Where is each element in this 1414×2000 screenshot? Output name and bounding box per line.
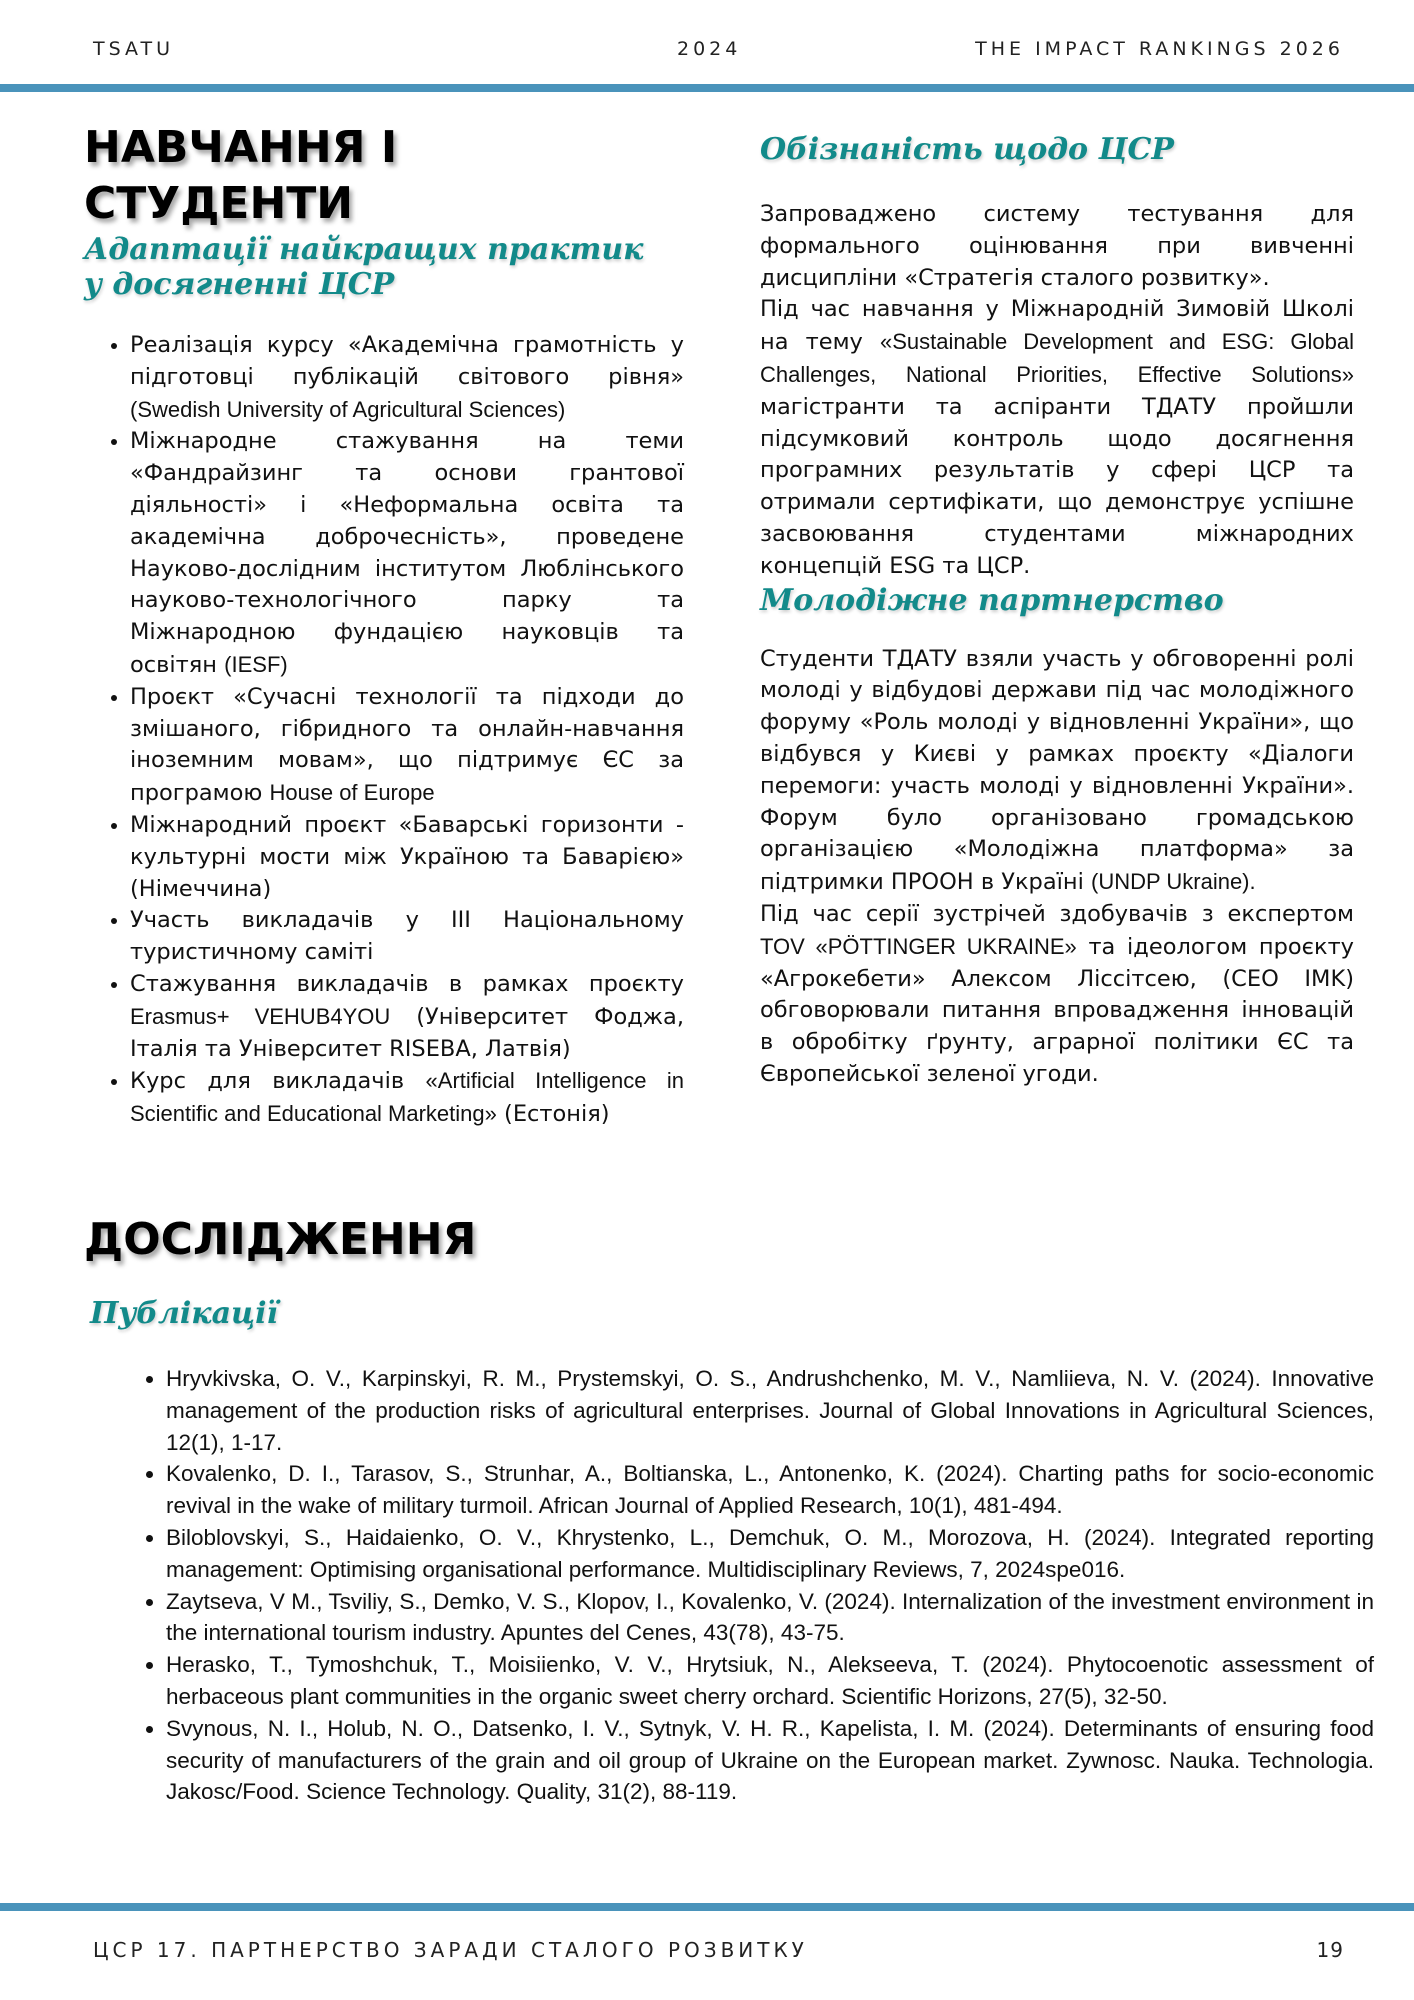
education-title-line1: НАВЧАННЯ І: [84, 122, 398, 173]
item-tail-text: (Університет Фоджа, Італія та Університет RISEBA, Латвія): [130, 1003, 684, 1062]
research-title: ДОСЛІДЖЕННЯ: [84, 1214, 477, 1265]
publication-item: • Svynous, N. I., Holub, N. O., Datsenko, I. V., Sytnyk, V. H. R., Kapelista, I. M. (2024). Determinants of ensuring food security of manufacturers of the grain and oil group of Ukraine on the European market. Zywnosc. Nauka. Technologia. Jakosc/Food. Science Technology. Quality, 31(2), 88-119.: [166, 1713, 1374, 1808]
youth-p1-start: Студенти ТДАТУ взяли участь у обговоренні ролі молоді у відбудові держави під час молодіжного форуму «Роль молоді у відновленні України», що відбувся у Києві у рамках проєкту «Діалоги перемоги: участь молоді у відновленні України». Форум було організовано громадською організацією «Молодіжна платформа» за підтримки ПРООН в Україні: [760, 645, 1354, 896]
footer-sdg-title: ЦСР 17. ПАРТНЕРСТВО ЗАРАДИ СТАЛОГО РОЗВИТКУ: [93, 1938, 808, 1962]
youth-p1-en: (UNDP Ukraine).: [1091, 869, 1256, 895]
list-item: [130, 426, 684, 681]
item-text: Міжнародне стажування на теми «Фандрайзинг та основи грантової діяльності» і «Неформальна освіта та академічна доброчесність», проведене Науково-дослідним інститутом Люблінського науково-технологічного парку та Міжнародною фундацією науковців та освітян: [130, 428, 684, 678]
item-text: Курс для викладачів: [130, 1068, 426, 1095]
research-section: [84, 1212, 1374, 1808]
best-practices-heading: [84, 232, 684, 302]
best-practices-list: [84, 330, 684, 1131]
awareness-heading: Обізнаність щодо ЦСР: [760, 132, 1174, 167]
item-en-text: «Artificial Intelligence in Scientific and Educational Marketing»: [130, 1068, 684, 1127]
best-practices-heading-line1: Адаптації найкращих практик: [84, 232, 644, 267]
youth-p2-start: Під час серії зустрічей здобувачів з експертом: [760, 900, 1354, 927]
education-title-line2: СТУДЕНТИ: [84, 178, 354, 229]
youth-paragraph-2: [760, 899, 1354, 1091]
youth-paragraph-1: [760, 644, 1354, 899]
item-text: Реалізація курсу «Академічна грамотність у підготовці публікацій світового рівня»: [130, 332, 684, 390]
list-item: [130, 682, 684, 810]
publication-item: • Zaytseva, V M., Tsviliy, S., Demko, V. S., Klopov, I., Kovalenko, V. (2024). Internalization of the investment environment in the international tourism industry. Apuntes del Cenes, 43(78), 43-75.: [166, 1586, 1374, 1650]
list-item: [130, 810, 684, 905]
item-en-text: Erasmus+ VEHUB4YOU: [130, 1003, 391, 1029]
awareness-paragraph-2: [760, 294, 1354, 582]
publication-item: • Herasko, T., Tymoshchuk, T., Moisiienko, V. V., Hrytsiuk, N., Alekseeva, T. (2024). Phytocoenotic assessment of herbaceous plant communities in the organic sweet cherry orchard. Scientific Horizons, 27(5), 32-50.: [166, 1649, 1374, 1713]
item-en-text: House of Europe: [269, 780, 435, 806]
best-practices-heading-line2: у досягненні ЦСР: [84, 267, 395, 302]
header-rankings: THE IMPACT RANKINGS 2026: [975, 38, 1344, 60]
youth-p2-end: та ідеологом проєкту «Агрокебети» Алексом Ліссітсею, (CEO IMK) обговорювали питання впровадження інновацій в обробітку ґрунту, аграрної політики ЄС та Європейської зеленої угоди.: [760, 933, 1354, 1087]
page-header: [0, 38, 1414, 62]
list-item: [130, 330, 684, 426]
education-column: [84, 120, 684, 1131]
list-item: [130, 905, 684, 969]
header-divider-bar: [0, 84, 1414, 92]
awareness-p2-end: магістранти та аспіранти ТДАТУ пройшли підсумковий контроль щодо досягнення програмних результатів у сфері ЦСР та отримали сертифікати, що демонструє успішне засвоювання студентами міжнародних концепцій ESG та ЦСР.: [760, 393, 1354, 579]
publication-item: • Kovalenko, D. I., Tarasov, S., Strunhar, A., Boltianska, L., Antonenko, K. (2024). Charting paths for socio-economic revival in the wake of military turmoil. African Journal of Applied Research, 10(1), 481-494.: [166, 1458, 1374, 1522]
awareness-p2-start: Під час навчання у Міжнародній Зимовій Школі на тему: [760, 296, 1354, 356]
footer-divider-bar: [0, 1903, 1414, 1911]
item-text: Проєкт «Сучасні технології та підходи до змішаного, гібридного та онлайн-навчання іноземним мовам», що підтримує ЄС за програмою: [130, 683, 684, 807]
education-title: [84, 120, 684, 232]
header-year: 2024: [677, 38, 742, 60]
list-item: [130, 969, 684, 1065]
publication-item: • Biloblovskyi, S., Haidaienko, O. V., Khrystenko, L., Demchuk, O. M., Morozova, H. (2024). Integrated reporting management: Optimising organisational performance. Multidisciplinary Reviews, 7, 2024spe016.: [166, 1522, 1374, 1586]
list-item: [130, 1065, 684, 1131]
page-number: 19: [1316, 1938, 1344, 1962]
item-en-text: (IESF): [224, 651, 288, 677]
item-tail-text: (Естонія): [496, 1101, 610, 1128]
awareness-p2-en: «Sustainable Development and ESG: Global Challenges, National Priorities, Effective Solutions»: [760, 329, 1355, 387]
youth-heading: Молодіжне партнерство: [760, 582, 1224, 618]
awareness-youth-column: [760, 132, 1354, 1091]
youth-p2-en: TOV «PÖTTINGER UKRAINE»: [760, 933, 1077, 959]
publications-heading: Публікації: [90, 1296, 278, 1331]
publications-list: [84, 1363, 1374, 1808]
item-text: Участь викладачів у III Національному туристичному саміті: [130, 907, 684, 966]
publication-item: • Hryvkivska, O. V., Karpinskyi, R. M., Prystemskyi, O. S., Andrushchenko, M. V., Namliieva, N. V. (2024). Innovative management of the production risks of agricultural enterprises. Journal of Global Innovations in Agricultural Sciences, 12(1), 1-17.: [166, 1363, 1374, 1458]
header-institution: TSATU: [93, 38, 175, 60]
item-text: Міжнародний проєкт «Баварські горизонти - культурні мости між Україною та Баварією» (Німеччина): [130, 811, 684, 902]
item-text: Стажування викладачів в рамках проєкту: [130, 970, 684, 997]
item-en-text: (Swedish University of Agricultural Sciences): [130, 396, 566, 422]
awareness-paragraph-1: Запроваджено систему тестування для формального оцінювання при вивченні дисципліни «Стратегія сталого розвитку».: [760, 201, 1354, 291]
